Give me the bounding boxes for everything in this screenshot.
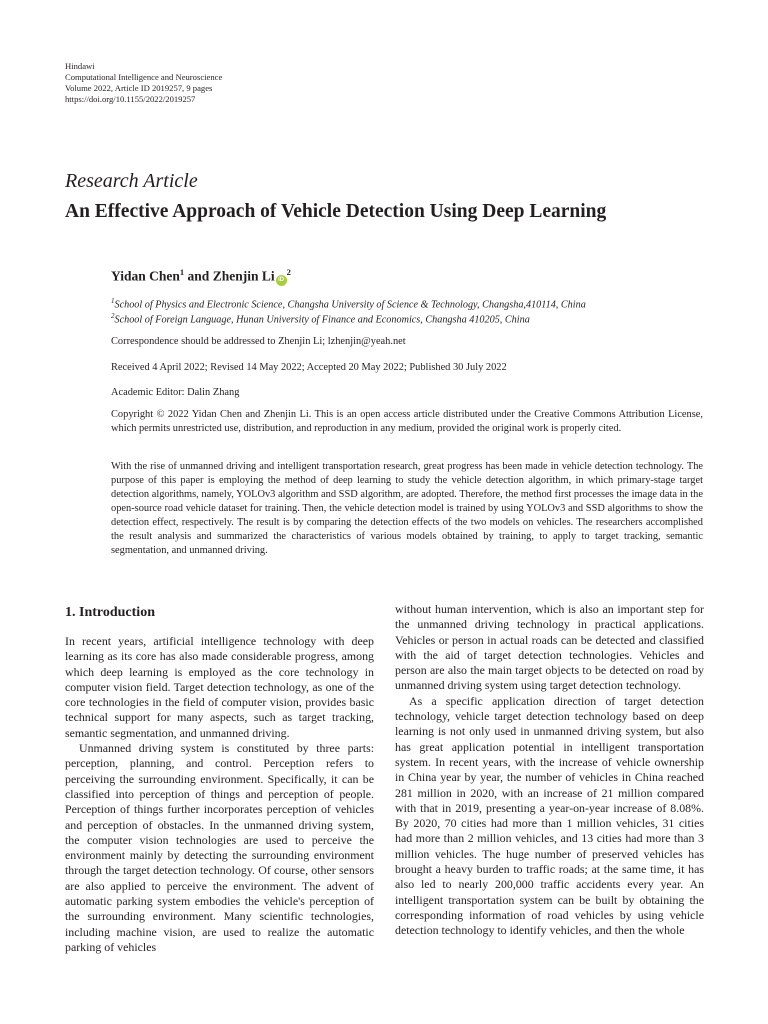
author-separator: and (184, 268, 213, 284)
publisher-name: Hindawi (65, 61, 95, 71)
affiliation-line (111, 312, 530, 325)
body-paragraph: without human intervention, which is also an important step for the unmanned driving technology in practical applications. Vehicles or person in actual roads can be detected and classified with the aid of target detection technologies. Vehicles and person are also the main target objects to be detected on road by unmanned driving system using target detection technology. (395, 602, 704, 693)
journal-header (65, 61, 222, 105)
doi-link[interactable]: https://doi.org/10.1155/2022/2019257 (65, 94, 196, 104)
affiliation-number: 2 (111, 312, 115, 320)
publication-dates: Received 4 April 2022; Revised 14 May 2022; Accepted 20 May 2022; Published 30 July 2022 (111, 362, 507, 373)
affiliation-number: 1 (111, 297, 115, 305)
section-heading: 1. Introduction (65, 605, 155, 620)
affiliation-marker: 1 (179, 267, 185, 277)
body-paragraph: Unmanned driving system is constituted by three parts: perception, planning, and control. Perception refers to perceiving the surrounding environment. Specifically, it can be classified into perception of things and perception of people. Perception of things further incorporates perception of vehicles and perception of obstacles. In the unmanned driving system, the computer vision technologies are used to perceive the environment mainly by detecting the surrounding environment through the target detection technology. Of course, other sensors are also applied to perceive the environment. The advent of automatic parking system embodies the vehicle's perception of the surrounding environment. Many scientific technologies, including machine vision, are used to realize the automatic parking of vehicles (65, 741, 374, 954)
body-paragraph: In recent years, artificial intelligence technology with deep learning as its core has also made considerable progress, among which deep learning is employed as the core technology in computer vision field. Target detection technology, as one of the core technologies in the field of computer vision, provides basic technical support for many aspects, such as target tracking, semantic segmentation, and unmanned driving. (65, 634, 374, 740)
left-column (65, 602, 374, 955)
academic-editor: Academic Editor: Dalin Zhang (111, 387, 240, 398)
orcid-icon[interactable]: iD (276, 275, 287, 286)
affiliation-marker: 2 (286, 267, 291, 277)
volume-info: Volume 2022, Article ID 2019257, 9 pages (65, 83, 213, 93)
body-paragraph: As a specific application direction of target detection technology, vehicle target detection technology based on deep learning is not only used in unmanned driving system, but also has great application potential in intelligent transportation system. In recent years, with the increase of vehicle ownership in China year by year, the number of vehicles in China reached 281 million in 2020, with an increase of 21 million compared with that in 2019, presenting a year-on-year increase of 8.08%. By 2020, 70 cities had more than 1 million vehicles, 31 cities had more than 2 million vehicles, and 13 cities had more than 3 million vehicles. The huge number of preserved vehicles has brought a heavy burden to traffic roads; at the same time, it has also led to nearly 200,000 traffic accidents every year. An intelligent transportation system can be built by obtaining the corresponding information of road vehicles by using vehicle detection technology to identify vehicles, and then the whole (395, 693, 704, 938)
article-type: Research Article (65, 170, 198, 192)
paper-title: An Effective Approach of Vehicle Detection Using Deep Learning (65, 201, 607, 222)
affiliation-line (111, 297, 586, 310)
abstract: With the rise of unmanned driving and intelligent transportation research, great progress has been made in vehicle detection technology. The purpose of this paper is employing the method of deep learning to study the vehicle detection algorithm, in which primary-stage target detection algorithms, namely, YOLOv3 algorithm and SSD algorithm, are adopted. Therefore, the method first processes the image data in the open-source road vehicle dataset for training. Then, the vehicle detection model is trained by using YOLOv3 and SSD algorithms to show the detection effect, respectively. The result is by comparing the detection effects of the two models on vehicles. The researchers accomplished the result analysis and summarized the characteristics of various models obtained by training, to apply to target tracking, semantic segmentation, and unmanned driving. (111, 461, 703, 556)
affiliation-text: School of Physics and Electronic Science, Changsha University of Science & Technology, Changsha,410114, China (114, 299, 586, 311)
journal-name: Computational Intelligence and Neuroscience (65, 72, 223, 82)
author-list (111, 267, 291, 286)
copyright-notice: Copyright © 2022 Yidan Chen and Zhenjin Li. This is an open access article distributed under the Creative Commons Attribution License, which permits unrestricted use, distribution, and reproduction in any medium, provided the original work is properly cited. (111, 409, 703, 434)
right-column (395, 602, 704, 939)
correspondence-note: Correspondence should be addressed to Zhenjin Li; lzhenjin@yeah.net (111, 336, 406, 347)
author-name: Yidan Chen (111, 268, 180, 284)
affiliation-text: School of Foreign Language, Hunan University of Finance and Economics, Changsha 410205, China (114, 314, 530, 326)
author-name: Zhenjin Li (212, 268, 275, 284)
